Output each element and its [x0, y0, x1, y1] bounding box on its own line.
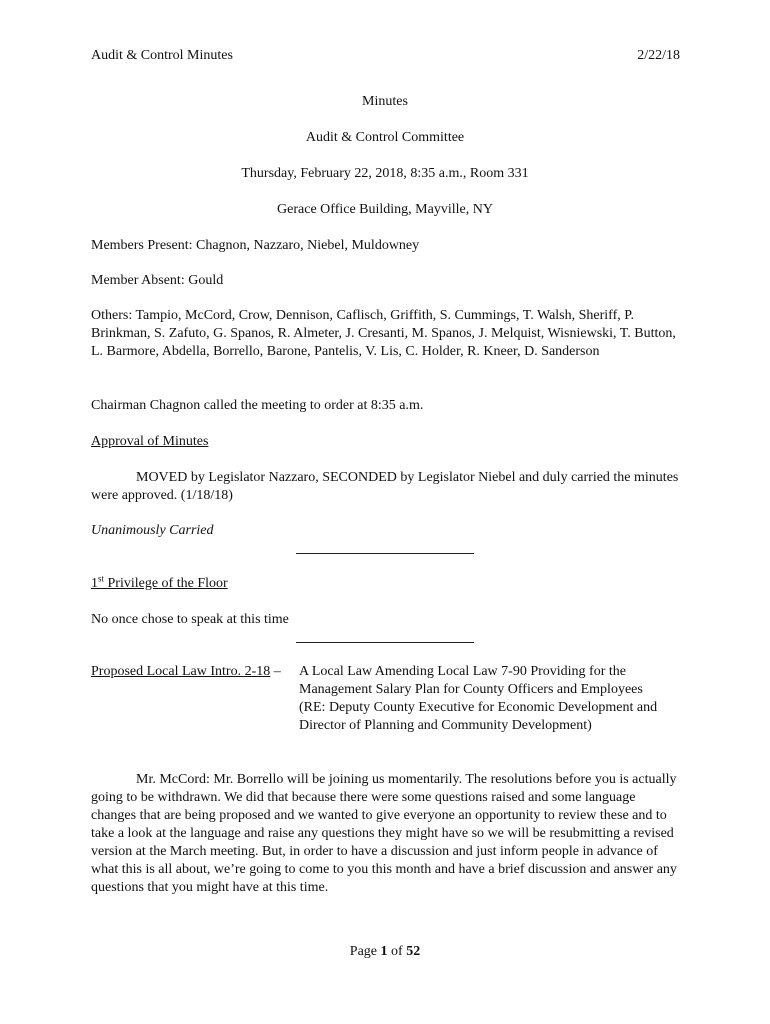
call-to-order: Chairman Chagnon called the meeting to order at 8:35 a.m.	[91, 398, 424, 413]
committee-name: Audit & Control Committee	[305, 130, 465, 145]
page-label: Page	[349, 944, 381, 959]
doc-title: Minutes	[362, 94, 408, 109]
discussion-paragraph: Mr. McCord: Mr. Borrello will be joining us momentarily. The resolutions before you is actually going to be withdrawn. We did that because there were some questions raised and some language changes that are being proposed and we wanted to give everyone an opportunity to review these and to take a look at the language and raise any questions they might have so we will be resubmitting a revised version at the March meeting. But, in order to have a discussion and just inform people in advance of what this is all about, we’re going to come to you this month and have a brief discussion and answer any questions that you might have at this time.	[91, 772, 677, 895]
meeting-datetime: Thursday, February 22, 2018, 8:35 a.m., Room 331	[241, 166, 529, 181]
member-absent: Member Absent: Gould	[91, 273, 224, 288]
local-law-title: Proposed Local Law Intro. 2-18	[91, 664, 271, 679]
members-present: Members Present: Chagnon, Nazzaro, Niebel, Muldowney	[91, 238, 420, 253]
meeting-location: Gerace Office Building, Mayville, NY	[277, 202, 493, 217]
section-divider	[296, 553, 474, 554]
privilege-ordinal: 1	[91, 576, 98, 591]
privilege-heading-text: Privilege of the Floor	[104, 576, 228, 591]
local-law-description: A Local Law Amending Local Law 7-90 Providing for the Management Salary Plan for County Officers and Employees (RE: Deputy County Executive for Economic Development and Director of Planning and Community Development)	[299, 664, 658, 733]
approval-result: Unanimously Carried	[91, 523, 214, 538]
running-header	[91, 47, 680, 65]
page-total: 52	[406, 944, 421, 959]
approval-motion: MOVED by Legislator Nazzaro, SECONDED by Legislator Niebel and duly carried the minutes were approved. (1/18/18)	[91, 470, 679, 503]
header-date: 2/22/18	[637, 48, 680, 63]
local-law-dash: –	[270, 664, 285, 679]
approval-heading: Approval of Minutes	[91, 434, 209, 449]
privilege-heading	[91, 575, 683, 593]
header-title: Audit & Control Minutes	[91, 48, 233, 63]
page-of-label: of	[387, 944, 407, 959]
page-footer	[0, 943, 770, 961]
privilege-ordinal-suffix: st	[98, 573, 105, 584]
section-divider	[296, 642, 474, 643]
local-law-heading	[91, 663, 284, 681]
others-present: Others: Tampio, McCord, Crow, Dennison, Caflisch, Griffith, S. Cummings, T. Walsh, Sheriff, P. Brinkman, S. Zafuto, G. Spanos, R. Almeter, J. Cresanti, M. Spanos, J. Melquist, Wisniewski, T. Button, L. Barmore, Abdella, Borrello, Barone, Pantelis, V. Lis, C. Holder, R. Kneer, D. Sanderson	[91, 308, 676, 359]
privilege-text: No once chose to speak at this time	[91, 612, 289, 627]
page-number: 1	[380, 944, 388, 959]
